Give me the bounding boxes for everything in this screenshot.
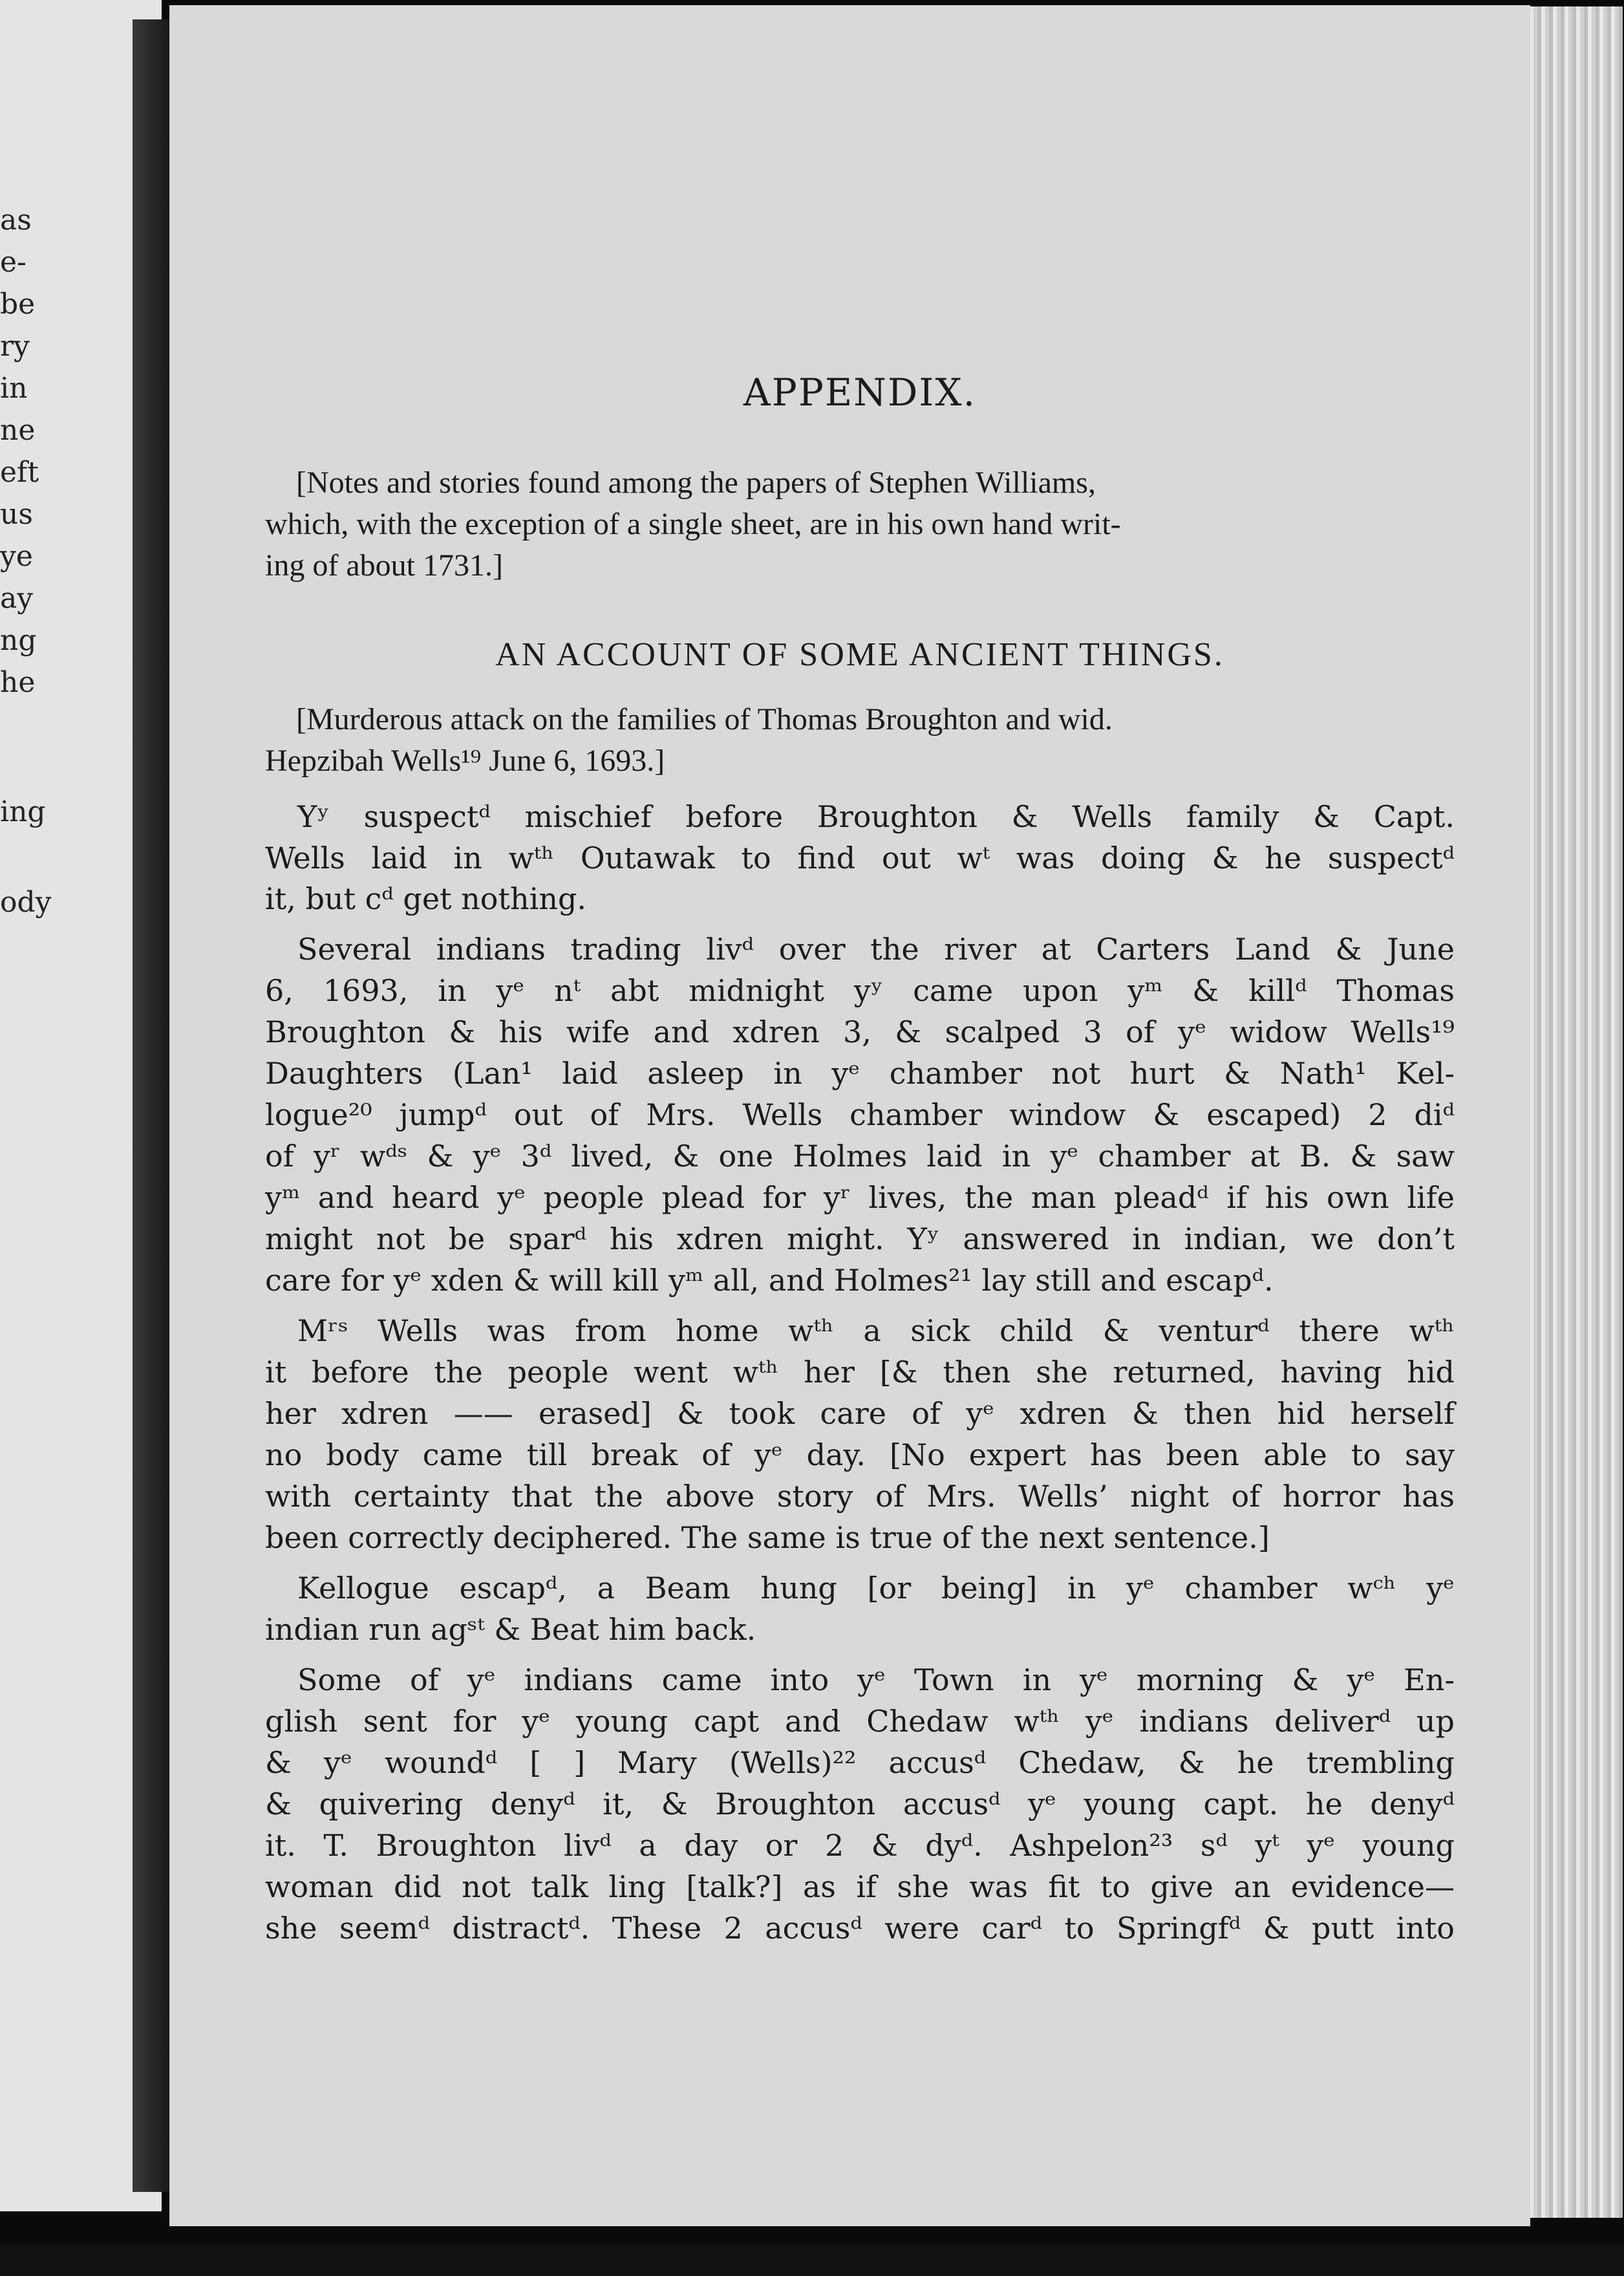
body-line: yᵐ and heard yᵉ people plead for yʳ lives, the man pleadᵈ if his own life	[265, 1180, 1455, 1215]
intro-note-line: which, with the exception of a single sheet, are in his own hand writ-	[265, 507, 1121, 541]
left-fragment: ye	[0, 540, 33, 573]
body-line: Several indians trading livᵈ over the river at Carters Land & June	[297, 932, 1455, 967]
body-line: it before the people went wᵗʰ her [& then she returned, having hid	[265, 1355, 1455, 1390]
left-fragment: eft	[0, 456, 39, 489]
body-line: & yᵉ woundᵈ [ ] Mary (Wells)²² accusᵈ Chedaw, & he trembling	[265, 1745, 1455, 1780]
body-line: 6, 1693, in yᵉ nᵗ abt midnight yʸ came upon yᵐ & killᵈ Thomas	[265, 973, 1455, 1008]
section-note-line: [Murderous attack on the families of Thomas Broughton and wid.	[296, 702, 1113, 736]
body-line: with certainty that the above story of Mrs. Wells’ night of horror has	[265, 1479, 1455, 1514]
section-title: AN ACCOUNT OF SOME ANCIENT THINGS.	[495, 636, 1224, 673]
body-line: it, but cᵈ get nothing.	[265, 881, 587, 916]
left-fragment: us	[0, 498, 33, 531]
body-line: Broughton & his wife and xdren 3, & scalped 3 of yᵉ widow Wells¹⁹	[265, 1015, 1455, 1049]
intro-note-line: [Notes and stories found among the papers of Stephen Williams,	[296, 466, 1096, 500]
body-line: & quivering denyᵈ it, & Broughton accusᵈ yᵉ young capt. he denyᵈ	[265, 1787, 1455, 1821]
book-page	[169, 5, 1530, 2226]
body-line: care for yᵉ xden & will kill yᵐ all, and Holmes²¹ lay still and escapᵈ.	[265, 1263, 1274, 1298]
section-note-line: Hepzibah Wells¹⁹ June 6, 1693.]	[265, 744, 665, 778]
left-fragment: in	[0, 372, 28, 405]
body-line: her xdren —— erased] & took care of yᵉ xdren & then hid herself	[265, 1396, 1455, 1431]
body-line: it. T. Broughton livᵈ a day or 2 & dyᵈ. Ashpelon²³ sᵈ yᵗ yᵉ young	[265, 1828, 1455, 1863]
body-line: of yʳ wᵈˢ & yᵉ 3ᵈ lived, & one Holmes laid in yᵉ chamber at B. & saw	[265, 1139, 1455, 1174]
body-line: been correctly deciphered. The same is true of the next sentence.]	[265, 1520, 1270, 1555]
body-line: Wells laid in wᵗʰ Outawak to find out wᵗ was doing & he suspectᵈ	[265, 841, 1455, 875]
body-line: indian run agˢᵗ & Beat him back.	[265, 1612, 756, 1647]
intro-note-line: ing of about 1731.]	[265, 548, 503, 583]
left-fragment: e-	[0, 246, 27, 279]
body-line: she seemᵈ distractᵈ. These 2 accusᵈ were carᵈ to Springfᵈ & putt into	[265, 1911, 1455, 1946]
body-line: Kellogue escapᵈ, a Beam hung [or being] in yᵉ chamber wᶜʰ yᵉ	[297, 1571, 1455, 1605]
left-fragment: ing	[0, 795, 46, 828]
left-fragment: be	[0, 288, 36, 321]
left-fragment: he	[0, 666, 36, 699]
body-line: Daughters (Lan¹ laid asleep in yᵉ chamber not hurt & Nath¹ Kel-	[265, 1056, 1455, 1091]
left-fragment: ng	[0, 624, 37, 657]
scan-border	[0, 2244, 1624, 2276]
left-fragment: as	[0, 204, 32, 237]
page-title: APPENDIX.	[743, 370, 977, 414]
left-fragment: ry	[0, 330, 30, 363]
left-fragment: ay	[0, 582, 34, 615]
body-line: woman did not talk ling [talk?] as if she was fit to give an evidence—	[265, 1869, 1455, 1904]
body-line: Mʳˢ Wells was from home wᵗʰ a sick child & venturᵈ there wᵗʰ	[297, 1313, 1455, 1348]
body-line: Yʸ suspectᵈ mischief before Broughton & Wells family & Capt.	[297, 799, 1455, 834]
body-line: logue²⁰ jumpᵈ out of Mrs. Wells chamber window & escaped) 2 diᵈ	[265, 1097, 1455, 1132]
body-line: glish sent for yᵉ young capt and Chedaw wᵗʰ yᵉ indians deliverᵈ up	[265, 1704, 1455, 1739]
body-line: might not be sparᵈ his xdren might. Yʸ answered in indian, we don’t	[265, 1221, 1455, 1256]
page-edges	[1526, 6, 1623, 2218]
left-fragment: ody	[0, 886, 52, 919]
body-line: no body came till break of yᵉ day. [No expert has been able to say	[265, 1437, 1455, 1472]
body-line: Some of yᵉ indians came into yᵉ Town in yᵉ morning & yᵉ En-	[297, 1662, 1455, 1697]
left-fragment: ne	[0, 414, 36, 447]
